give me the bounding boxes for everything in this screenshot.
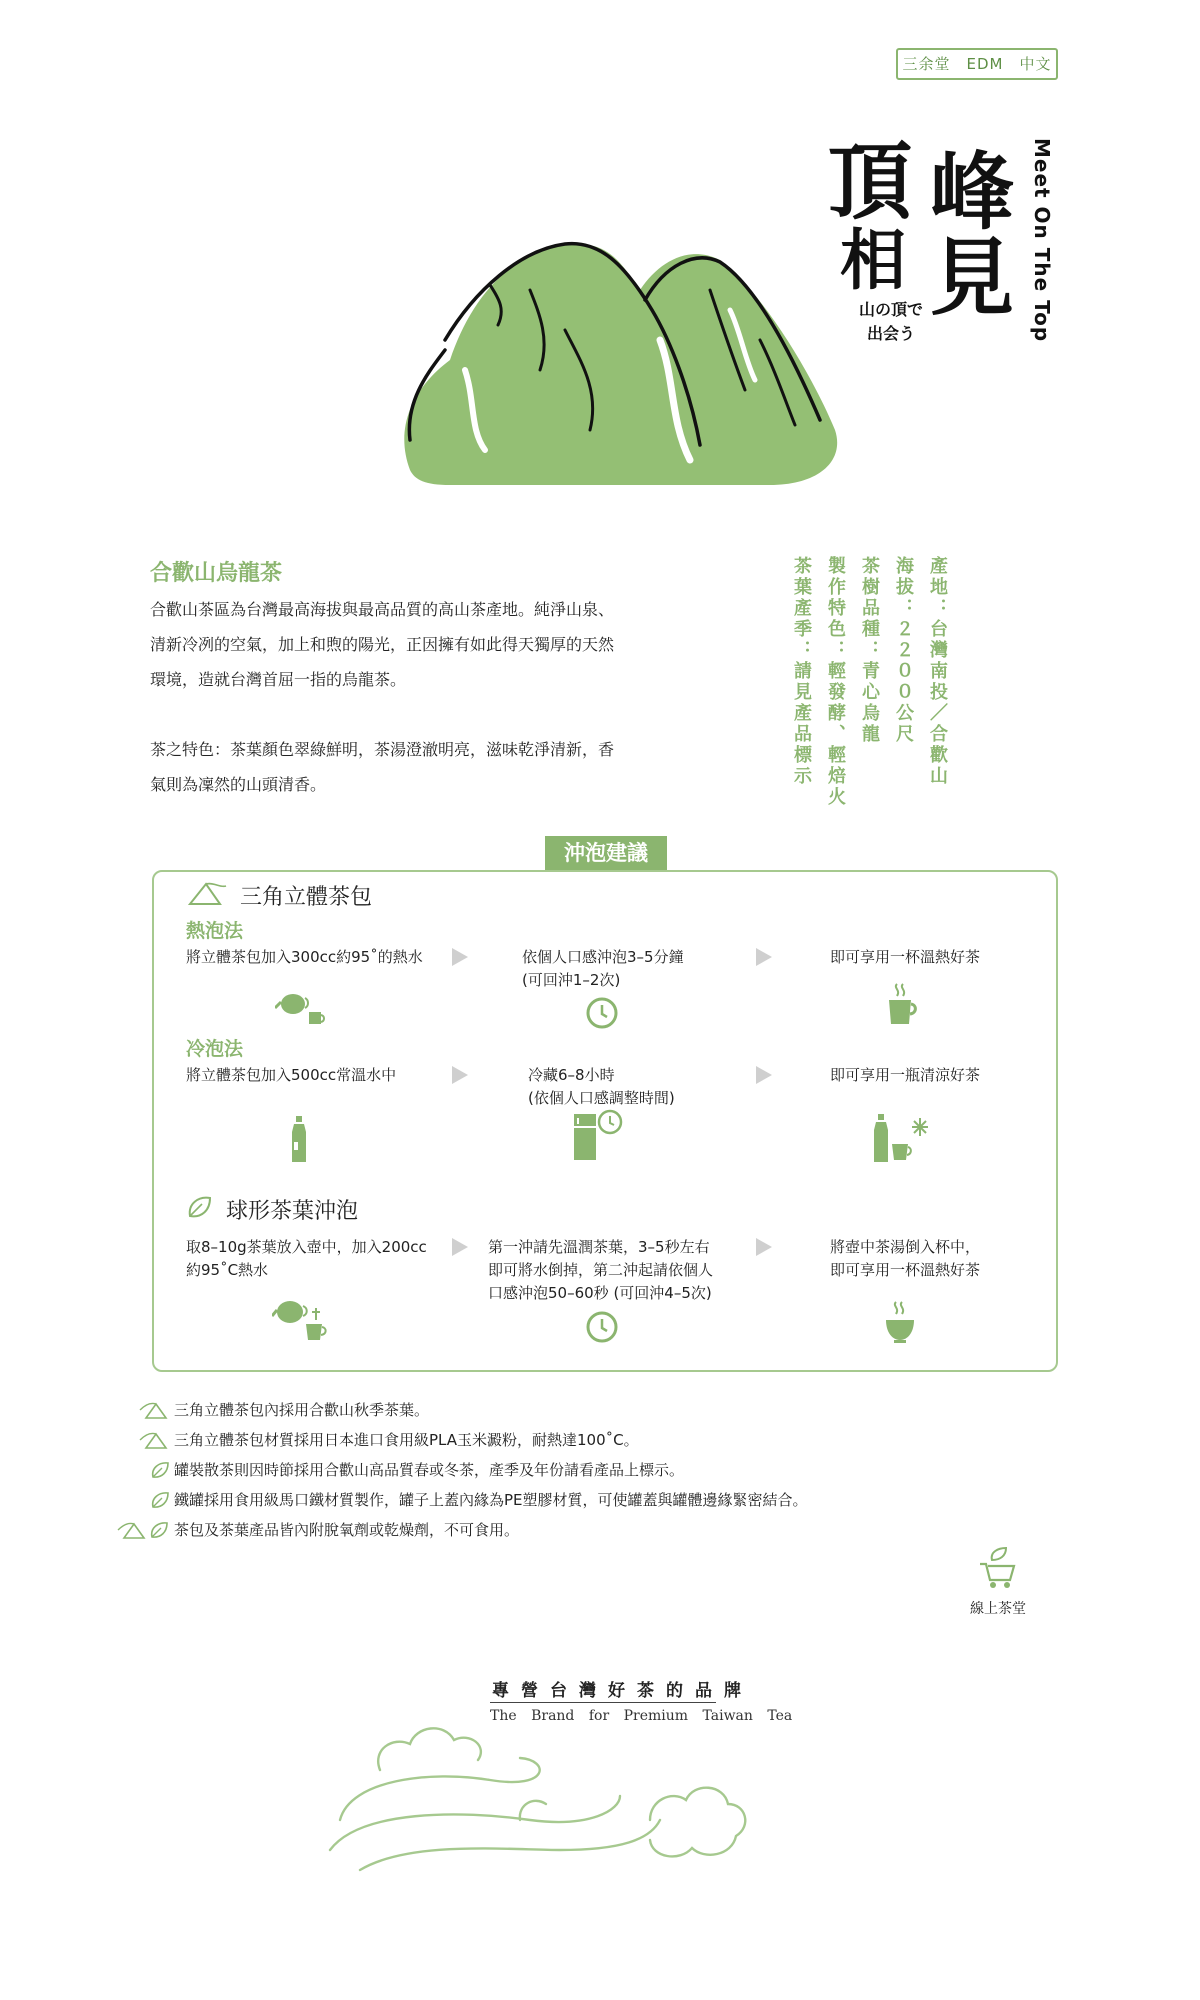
leaf-step-2: 第一沖請先溫潤茶葉，3–5秒左右 即可將水倒掉，第二沖起請依個人 口感沖泡50–60秒 (可回沖4–5次) (488, 1238, 714, 1302)
mountain-illustration (390, 230, 850, 490)
cloud-wind-illustration (320, 1700, 760, 1890)
leaf-step-1: 取8–10g茶葉放入壺中，加入200cc 約95˚C熱水 (186, 1238, 427, 1279)
note-1: 三角立體茶包內採用合歡山秋季茶葉。 (174, 1401, 430, 1419)
note-5: 茶包及茶葉產品皆內附脫氧劑或乾燥劑，不可食用。 (174, 1521, 520, 1539)
online-shop-label[interactable]: 線上茶堂 (970, 1601, 1026, 1617)
cold-arrow-1 (452, 1066, 468, 1084)
bottle-icon (290, 1116, 308, 1162)
spec-process: 製作特色：輕發酵、輕焙火 (825, 556, 846, 808)
brewing-tab: 沖泡建議 (545, 836, 667, 870)
leaf-step-3: 將壺中茶湯倒入杯中， 即可享用一杯溫熱好茶 (830, 1238, 981, 1279)
teabag-note-icon-1 (138, 1400, 170, 1420)
title-char-1: 頂 (828, 133, 913, 231)
note-4: 鐵罐採用食用級馬口鐵材質製作，罐子上蓋內緣為PE塑膠材質，可使罐蓋與罐體邊緣緊密結合。 (174, 1491, 808, 1509)
intro-title: 合歡山烏龍茶 (150, 561, 283, 586)
timer-icon (585, 996, 619, 1030)
teabag-note-icon-2 (138, 1430, 170, 1450)
cold-method-label: 冷泡法 (186, 1038, 244, 1060)
spec-origin: 產地：台灣南投／合歡山 (927, 556, 948, 787)
leaf-title: 球形茶葉沖泡 (226, 1199, 359, 1224)
cold-arrow-2 (756, 1066, 772, 1084)
leaf-icon (186, 1194, 212, 1220)
subtitle-line-1: 山の頂で (858, 300, 923, 319)
spec-altitude: 海拔：２２００公尺 (893, 556, 914, 745)
fridge-timer-icon (570, 1108, 626, 1162)
hot-step-1: 將立體茶包加入300cc約95˚的熱水 (186, 948, 423, 966)
cart-icon[interactable] (978, 1546, 1018, 1590)
teabag-leaf-note-icon-5 (116, 1520, 170, 1540)
cold-step-2: 冷藏6–8小時 (依個人口感調整時間) (528, 1066, 675, 1107)
title-english: Meet On The Top (1030, 138, 1054, 343)
leaf-arrow-1 (452, 1238, 468, 1256)
timer-icon-2 (585, 1310, 619, 1344)
teabag-title: 三角立體茶包 (240, 885, 373, 910)
intro-para-2-line-1: 茶之特色：茶葉顏色翠綠鮮明，茶湯澄澈明亮，滋味乾淨清新，香 (150, 740, 615, 759)
hot-arrow-2 (756, 948, 772, 966)
title-char-2: 峰 (930, 143, 1015, 241)
footer-brand-en: The Brand for Premium Taiwan Tea (490, 1708, 793, 1724)
subtitle-line-2: 出会う (866, 324, 915, 343)
cold-drink-icon (870, 1114, 930, 1162)
cold-step-3: 即可享用一瓶清涼好茶 (830, 1066, 981, 1084)
hot-cup-icon (885, 980, 919, 1028)
leaf-note-icon-3 (150, 1460, 170, 1480)
intro-para-1-line-3: 環境，造就台灣首屈一指的烏龍茶。 (150, 670, 407, 689)
hot-step-3: 即可享用一杯溫熱好茶 (830, 948, 981, 966)
leaf-arrow-2 (756, 1238, 772, 1256)
teapot-cup-icon (272, 1294, 332, 1342)
intro-para-2-line-2: 氣則為凜然的山頭清香。 (150, 775, 327, 794)
note-2: 三角立體茶包材質採用日本進口食用級PLA玉米澱粉，耐熱達100˚C。 (174, 1431, 639, 1449)
hot-arrow-1 (452, 948, 468, 966)
cold-step-1: 將立體茶包加入500cc常溫水中 (186, 1066, 397, 1084)
leaf-note-icon-4 (150, 1490, 170, 1510)
edm-badge: 三余堂 EDM 中文 (896, 48, 1058, 80)
spec-season: 茶葉產季：請見產品標示 (791, 556, 812, 787)
teapot-pouring-icon (275, 988, 327, 1028)
title-char-4: 見 (930, 229, 1015, 327)
teabag-icon (186, 880, 230, 906)
tea-bowl-icon (884, 1300, 918, 1344)
hot-step-2: 依個人口感沖泡3–5分鐘 (可回沖1–2次) (522, 948, 684, 989)
intro-para-1-line-1: 合歡山茶區為台灣最高海拔與最高品質的高山茶產地。純淨山泉、 (150, 600, 615, 619)
hot-method-label: 熱泡法 (186, 920, 244, 942)
note-3: 罐裝散茶則因時節採用合歡山高品質春或冬茶，產季及年份請看產品上標示。 (174, 1461, 685, 1479)
title-char-3: 相 (840, 222, 906, 299)
intro-para-1-line-2: 清新冷冽的空氣，加上和煦的陽光，正因擁有如此得天獨厚的天然 (150, 635, 615, 654)
spec-variety: 茶樹品種：青心烏龍 (859, 556, 880, 745)
footer-brand-cn: 專營台灣好茶的品牌 (492, 1681, 753, 1701)
